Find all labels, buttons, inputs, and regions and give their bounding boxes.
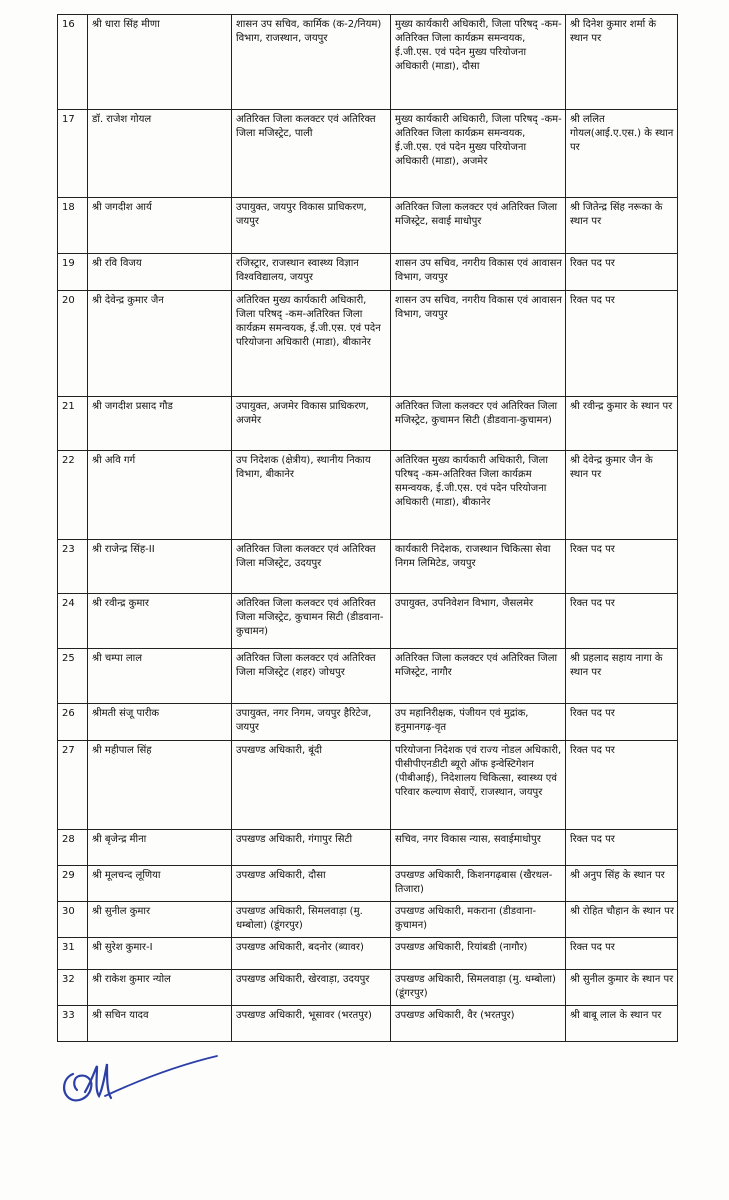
serial-number: 18 bbox=[58, 198, 88, 254]
new-posting: अतिरिक्त जिला कलक्टर एवं अतिरिक्त जिला मजिस्ट्रेट, नागौर bbox=[391, 649, 566, 704]
serial-number: 20 bbox=[58, 291, 88, 397]
officer-name: श्री मूलचन्द लूणिया bbox=[88, 866, 232, 902]
serial-number: 28 bbox=[58, 830, 88, 866]
new-posting: सचिव, नगर विकास न्यास, सवाईमाधोपुर bbox=[391, 830, 566, 866]
officer-name: श्री धारा सिंह मीणा bbox=[88, 15, 232, 110]
officer-name: श्री राजेन्द्र सिंह-II bbox=[88, 540, 232, 594]
table-row bbox=[58, 902, 678, 938]
remark: श्री जितेन्द्र सिंह नरूका के स्थान पर bbox=[566, 198, 678, 254]
table-row bbox=[58, 451, 678, 540]
serial-number: 29 bbox=[58, 866, 88, 902]
new-posting: उपखण्ड अधिकारी, मकराना (डीडवाना-कुचामन) bbox=[391, 902, 566, 938]
remark: श्री दिनेश कुमार शर्मा के स्थान पर bbox=[566, 15, 678, 110]
current-posting: उपखण्ड अधिकारी, गंगापुर सिटी bbox=[232, 830, 391, 866]
current-posting: उपखण्ड अधिकारी, दौसा bbox=[232, 866, 391, 902]
table-row bbox=[58, 110, 678, 198]
remark: श्री ललित गोयल(आई.ए.एस.) के स्थान पर bbox=[566, 110, 678, 198]
officer-name: श्री सुरेश कुमार-I bbox=[88, 938, 232, 970]
officer-name: श्री जगदीश प्रसाद गौड bbox=[88, 397, 232, 451]
transfer-list-table bbox=[57, 14, 678, 1042]
remark: रिक्त पद पर bbox=[566, 830, 678, 866]
remark: रिक्त पद पर bbox=[566, 540, 678, 594]
new-posting: मुख्य कार्यकारी अधिकारी, जिला परिषद् -कम- अतिरिक्त जिला कार्यक्रम समन्वयक, ई.जी.एस. एवं पदेन मुख्य परियोजना अधिकारी (माडा), अजमेर bbox=[391, 110, 566, 198]
remark: श्री प्रहलाद सहाय नागा के स्थान पर bbox=[566, 649, 678, 704]
officer-name: श्री चम्पा लाल bbox=[88, 649, 232, 704]
serial-number: 16 bbox=[58, 15, 88, 110]
current-posting: उपायुक्त, अजमेर विकास प्राधिकरण, अजमेर bbox=[232, 397, 391, 451]
new-posting: अतिरिक्त जिला कलक्टर एवं अतिरिक्त जिला मजिस्ट्रेट, कुचामन सिटी (डीडवाना-कुचामन) bbox=[391, 397, 566, 451]
table-row bbox=[58, 397, 678, 451]
remark: श्री अनुप सिंह के स्थान पर bbox=[566, 866, 678, 902]
current-posting: अतिरिक्त मुख्य कार्यकारी अधिकारी, जिला परिषद् -कम-अतिरिक्त जिला कार्यक्रम समन्वयक, ई.जी.एस. एवं पदेन परियोजना अधिकारी (माडा), बीकानेर bbox=[232, 291, 391, 397]
current-posting: अतिरिक्त जिला कलक्टर एवं अतिरिक्त जिला मजिस्ट्रेट, पाली bbox=[232, 110, 391, 198]
serial-number: 23 bbox=[58, 540, 88, 594]
officer-name: श्री सचिन यादव bbox=[88, 1006, 232, 1042]
serial-number: 33 bbox=[58, 1006, 88, 1042]
remark: श्री सुनील कुमार के स्थान पर bbox=[566, 970, 678, 1006]
serial-number: 19 bbox=[58, 254, 88, 291]
table-row bbox=[58, 15, 678, 110]
new-posting: अतिरिक्त मुख्य कार्यकारी अधिकारी, जिला परिषद् -कम-अतिरिक्त जिला कार्यक्रम समन्वयक, ई.जी.एस. एवं पदेन परियोजना अधिकारी (माडा), बीकानेर bbox=[391, 451, 566, 540]
remark: श्री रवीन्द्र कुमार के स्थान पर bbox=[566, 397, 678, 451]
officer-name: श्री महीपाल सिंह bbox=[88, 741, 232, 830]
current-posting: अतिरिक्त जिला कलक्टर एवं अतिरिक्त जिला मजिस्ट्रेट, कुचामन सिटी (डीडवाना-कुचामन) bbox=[232, 594, 391, 649]
table-row bbox=[58, 1006, 678, 1042]
remark: श्री देवेन्द्र कुमार जैन के स्थान पर bbox=[566, 451, 678, 540]
table-row bbox=[58, 291, 678, 397]
signature-underline bbox=[105, 1056, 217, 1096]
current-posting: उपखण्ड अधिकारी, भूसावर (भरतपुर) bbox=[232, 1006, 391, 1042]
new-posting: उपखण्ड अधिकारी, सिमलवाड़ा (मु. धम्बोला) (डूंगरपुर) bbox=[391, 970, 566, 1006]
table-row bbox=[58, 866, 678, 902]
remark: रिक्त पद पर bbox=[566, 938, 678, 970]
table-row bbox=[58, 594, 678, 649]
serial-number: 31 bbox=[58, 938, 88, 970]
current-posting: उपखण्ड अधिकारी, बदनोर (ब्यावर) bbox=[232, 938, 391, 970]
current-posting: उपखण्ड अधिकारी, खेरवाड़ा, उदयपुर bbox=[232, 970, 391, 1006]
officer-name: श्री रवीन्द्र कुमार bbox=[88, 594, 232, 649]
remark: रिक्त पद पर bbox=[566, 291, 678, 397]
remark: श्री बाबू लाल के स्थान पर bbox=[566, 1006, 678, 1042]
serial-number: 22 bbox=[58, 451, 88, 540]
officer-name: श्री राकेश कुमार न्योल bbox=[88, 970, 232, 1006]
serial-number: 32 bbox=[58, 970, 88, 1006]
new-posting: परियोजना निदेशक एवं राज्य नोडल अधिकारी, पीसीपीएनडीटी ब्यूरो ऑफ इन्वेस्टिगेशन (पीबीआई), निदेशालय चिकित्सा, स्वास्थ्य एवं परिवार कल्याण सेवाऐं, राजस्थान, जयपुर bbox=[391, 741, 566, 830]
current-posting: शासन उप सचिव, कार्मिक (क-2/नियम) विभाग, राजस्थान, जयपुर bbox=[232, 15, 391, 110]
table-row bbox=[58, 830, 678, 866]
new-posting: मुख्य कार्यकारी अधिकारी, जिला परिषद् -कम- अतिरिक्त जिला कार्यक्रम समन्वयक, ई.जी.एस. एवं पदेन मुख्य परियोजना अधिकारी (माडा), दौसा bbox=[391, 15, 566, 110]
officer-name: डॉ. राजेश गोयल bbox=[88, 110, 232, 198]
table-row bbox=[58, 741, 678, 830]
remark: रिक्त पद पर bbox=[566, 254, 678, 291]
new-posting: उपखण्ड अधिकारी, वैर (भरतपुर) bbox=[391, 1006, 566, 1042]
serial-number: 17 bbox=[58, 110, 88, 198]
table-row bbox=[58, 198, 678, 254]
new-posting: कार्यकारी निदेशक, राजस्थान चिकित्सा सेवा निगम लिमिटेड, जयपुर bbox=[391, 540, 566, 594]
officer-name: श्री अवि गर्ग bbox=[88, 451, 232, 540]
serial-number: 26 bbox=[58, 704, 88, 741]
officer-name: श्री रवि विजय bbox=[88, 254, 232, 291]
officer-name: श्री जगदीश आर्य bbox=[88, 198, 232, 254]
officer-name: श्रीमती संजू पारीक bbox=[88, 704, 232, 741]
officer-name: श्री सुनील कुमार bbox=[88, 902, 232, 938]
serial-number: 25 bbox=[58, 649, 88, 704]
table-row bbox=[58, 704, 678, 741]
serial-number: 27 bbox=[58, 741, 88, 830]
current-posting: उपायुक्त, जयपुर विकास प्राधिकरण, जयपुर bbox=[232, 198, 391, 254]
table-row bbox=[58, 938, 678, 970]
new-posting: अतिरिक्त जिला कलक्टर एवं अतिरिक्त जिला मजिस्ट्रेट, सवाई माधोपुर bbox=[391, 198, 566, 254]
serial-number: 21 bbox=[58, 397, 88, 451]
remark: श्री रोहित चौहान के स्थान पर bbox=[566, 902, 678, 938]
current-posting: अतिरिक्त जिला कलक्टर एवं अतिरिक्त जिला मजिस्ट्रेट (शहर) जोधपुर bbox=[232, 649, 391, 704]
new-posting: उपखण्ड अधिकारी, किशनगढ़बास (खैरथल-तिजारा) bbox=[391, 866, 566, 902]
new-posting: शासन उप सचिव, नगरीय विकास एवं आवासन विभाग, जयपुर bbox=[391, 291, 566, 397]
serial-number: 24 bbox=[58, 594, 88, 649]
table-row bbox=[58, 970, 678, 1006]
current-posting: रजिस्ट्रार, राजस्थान स्वास्थ्य विज्ञान विश्वविद्यालय, जयपुर bbox=[232, 254, 391, 291]
officer-name: श्री बृजेन्द्र मीना bbox=[88, 830, 232, 866]
remark: रिक्त पद पर bbox=[566, 594, 678, 649]
remark: रिक्त पद पर bbox=[566, 704, 678, 741]
new-posting: शासन उप सचिव, नगरीय विकास एवं आवासन विभाग, जयपुर bbox=[391, 254, 566, 291]
table-row bbox=[58, 540, 678, 594]
table-row bbox=[58, 649, 678, 704]
new-posting: उपखण्ड अधिकारी, रियांबडी (नागौर) bbox=[391, 938, 566, 970]
officer-name: श्री देवेन्द्र कुमार जैन bbox=[88, 291, 232, 397]
table-row bbox=[58, 254, 678, 291]
serial-number: 30 bbox=[58, 902, 88, 938]
handwritten-signature-icon bbox=[55, 1052, 225, 1110]
new-posting: उपायुक्त, उपनिवेशन विभाग, जैसलमेर bbox=[391, 594, 566, 649]
current-posting: अतिरिक्त जिला कलक्टर एवं अतिरिक्त जिला मजिस्ट्रेट, उदयपुर bbox=[232, 540, 391, 594]
current-posting: उपखण्ड अधिकारी, सिमलवाड़ा (मु. धम्बोला) (डूंगरपुर) bbox=[232, 902, 391, 938]
current-posting: उपखण्ड अधिकारी, बूंदी bbox=[232, 741, 391, 830]
remark: रिक्त पद पर bbox=[566, 741, 678, 830]
current-posting: उपायुक्त, नगर निगम, जयपुर हैरिटेज, जयपुर bbox=[232, 704, 391, 741]
new-posting: उप महानिरीक्षक, पंजीयन एवं मुद्रांक, हनुमानगढ़-वृत bbox=[391, 704, 566, 741]
current-posting: उप निदेशक (क्षेत्रीय), स्थानीय निकाय विभाग, बीकानेर bbox=[232, 451, 391, 540]
